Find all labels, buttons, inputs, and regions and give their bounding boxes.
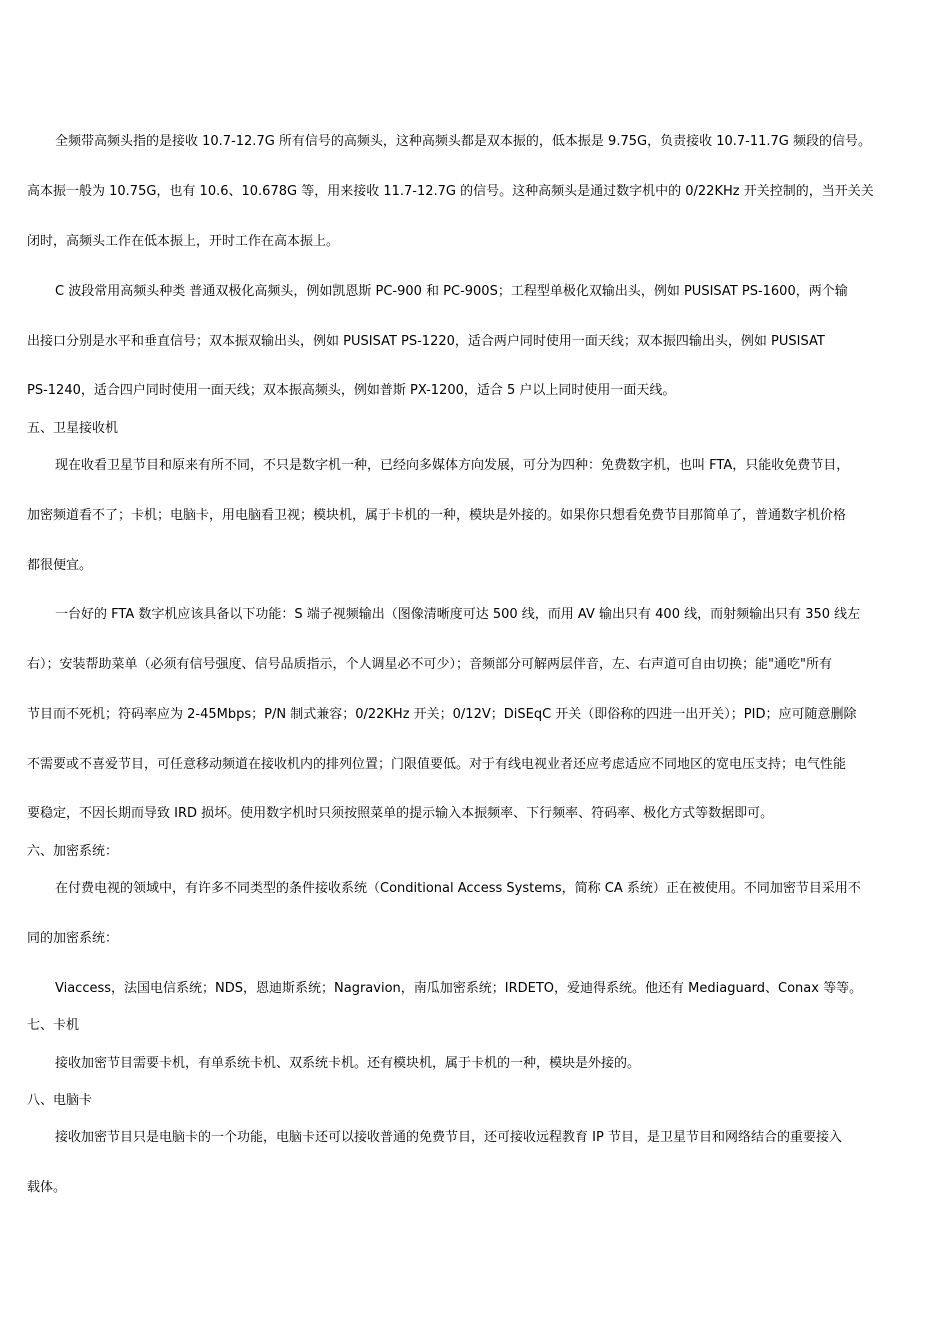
paragraph-line: PS-1240，适合四户同时使用一面天线；双本振高频头，例如普斯 PX-1200，适合 5 户以上同时使用一面天线。 — [27, 383, 676, 398]
paragraph-line: 同的加密系统： — [27, 931, 119, 946]
paragraph-line: 现在收看卫星节目和原来有所不同，不只是数字机一种，已经向多媒体方向发展，可分为四种：免费数字机，也叫 FTA，只能收免费节目， — [55, 458, 850, 473]
paragraph-line: 要稳定，不因长期而导致 IRD 损坏。使用数字机时只须按照菜单的提示输入本振频率、下行频率、符码率、极化方式等数据即可。 — [27, 806, 774, 821]
section-heading: 七、卡机 — [27, 1018, 80, 1033]
paragraph-line: C 波段常用高频头种类 普通双极化高频头，例如凯恩斯 PC-900 和 PC-900S；工程型单极化双输出头，例如 PUSISAT PS-1600，两个输 — [55, 284, 848, 299]
paragraph-line: 都很便宜。 — [27, 558, 93, 573]
paragraph-line: 载体。 — [27, 1180, 67, 1195]
paragraph-line: 不需要或不喜爱节目，可任意移动频道在接收机内的排列位置；门限值要低。对于有线电视业者还应考虑适应不同地区的宽电压支持；电气性能 — [27, 757, 847, 772]
paragraph-line: 在付费电视的领域中，有许多不同类型的条件接收系统（Conditional Access Systems，简称 CA 系统）正在被使用。不同加密节目采用不 — [55, 881, 861, 896]
paragraph-line: 出接口分别是水平和垂直信号；双本振双输出头，例如 PUSISAT PS-1220，适合两户同时使用一面天线；双本振四输出头，例如 PUSISAT — [27, 334, 825, 349]
paragraph-line: 接收加密节目只是电脑卡的一个功能，电脑卡还可以接收普通的免费节目，还可接收远程教育 IP 节目，是卫星节目和网络结合的重要接入 — [55, 1130, 842, 1145]
section-heading: 五、卫星接收机 — [27, 421, 119, 436]
paragraph-line: 加密频道看不了；卡机；电脑卡，用电脑看卫视；模块机，属于卡机的一种，模块是外接的。如果你只想看免费节目那简单了，普通数字机价格 — [27, 508, 847, 523]
paragraph-line: 闭时，高频头工作在低本振上，开时工作在高本振上。 — [27, 234, 340, 249]
paragraph-line: Viaccess，法国电信系统；NDS，恩迪斯系统；Nagravion，南瓜加密系统；IRDETO，爱迪得系统。他还有 Mediaguard、Conax 等等。 — [55, 981, 863, 996]
paragraph-line: 高本振一般为 10.75G，也有 10.6、10.678G 等，用来接收 11.7-12.7G 的信号。这种高频头是通过数字机中的 0/22KHz 开关控制的，当开关关 — [27, 184, 874, 199]
section-heading: 六、加密系统： — [27, 844, 119, 859]
paragraph-line: 全频带高频头指的是接收 10.7-12.7G 所有信号的高频头，这种高频头都是双本振的，低本振是 9.75G，负责接收 10.7-11.7G 频段的信号。 — [55, 134, 871, 149]
section-heading: 八、电脑卡 — [27, 1093, 93, 1108]
paragraph-line: 右）；安装帮助菜单（必须有信号强度、信号品质指示，个人调星必不可少）；音频部分可解两层伴音，左、右声道可自由切换；能"通吃"所有 — [27, 657, 832, 672]
paragraph-line: 接收加密节目需要卡机，有单系统卡机、双系统卡机。还有模块机，属于卡机的一种，模块是外接的。 — [55, 1056, 641, 1071]
paragraph-line: 一台好的 FTA 数字机应该具备以下功能：S 端子视频输出（图像清晰度可达 500 线，而用 AV 输出只有 400 线，而射频输出只有 350 线左 — [55, 607, 861, 622]
paragraph-line: 节目而不死机；符码率应为 2-45Mbps；P/N 制式兼容；0/22KHz 开关；0/12V；DiSEqC 开关（即俗称的四进一出开关）；PID；应可随意删除 — [27, 707, 857, 722]
